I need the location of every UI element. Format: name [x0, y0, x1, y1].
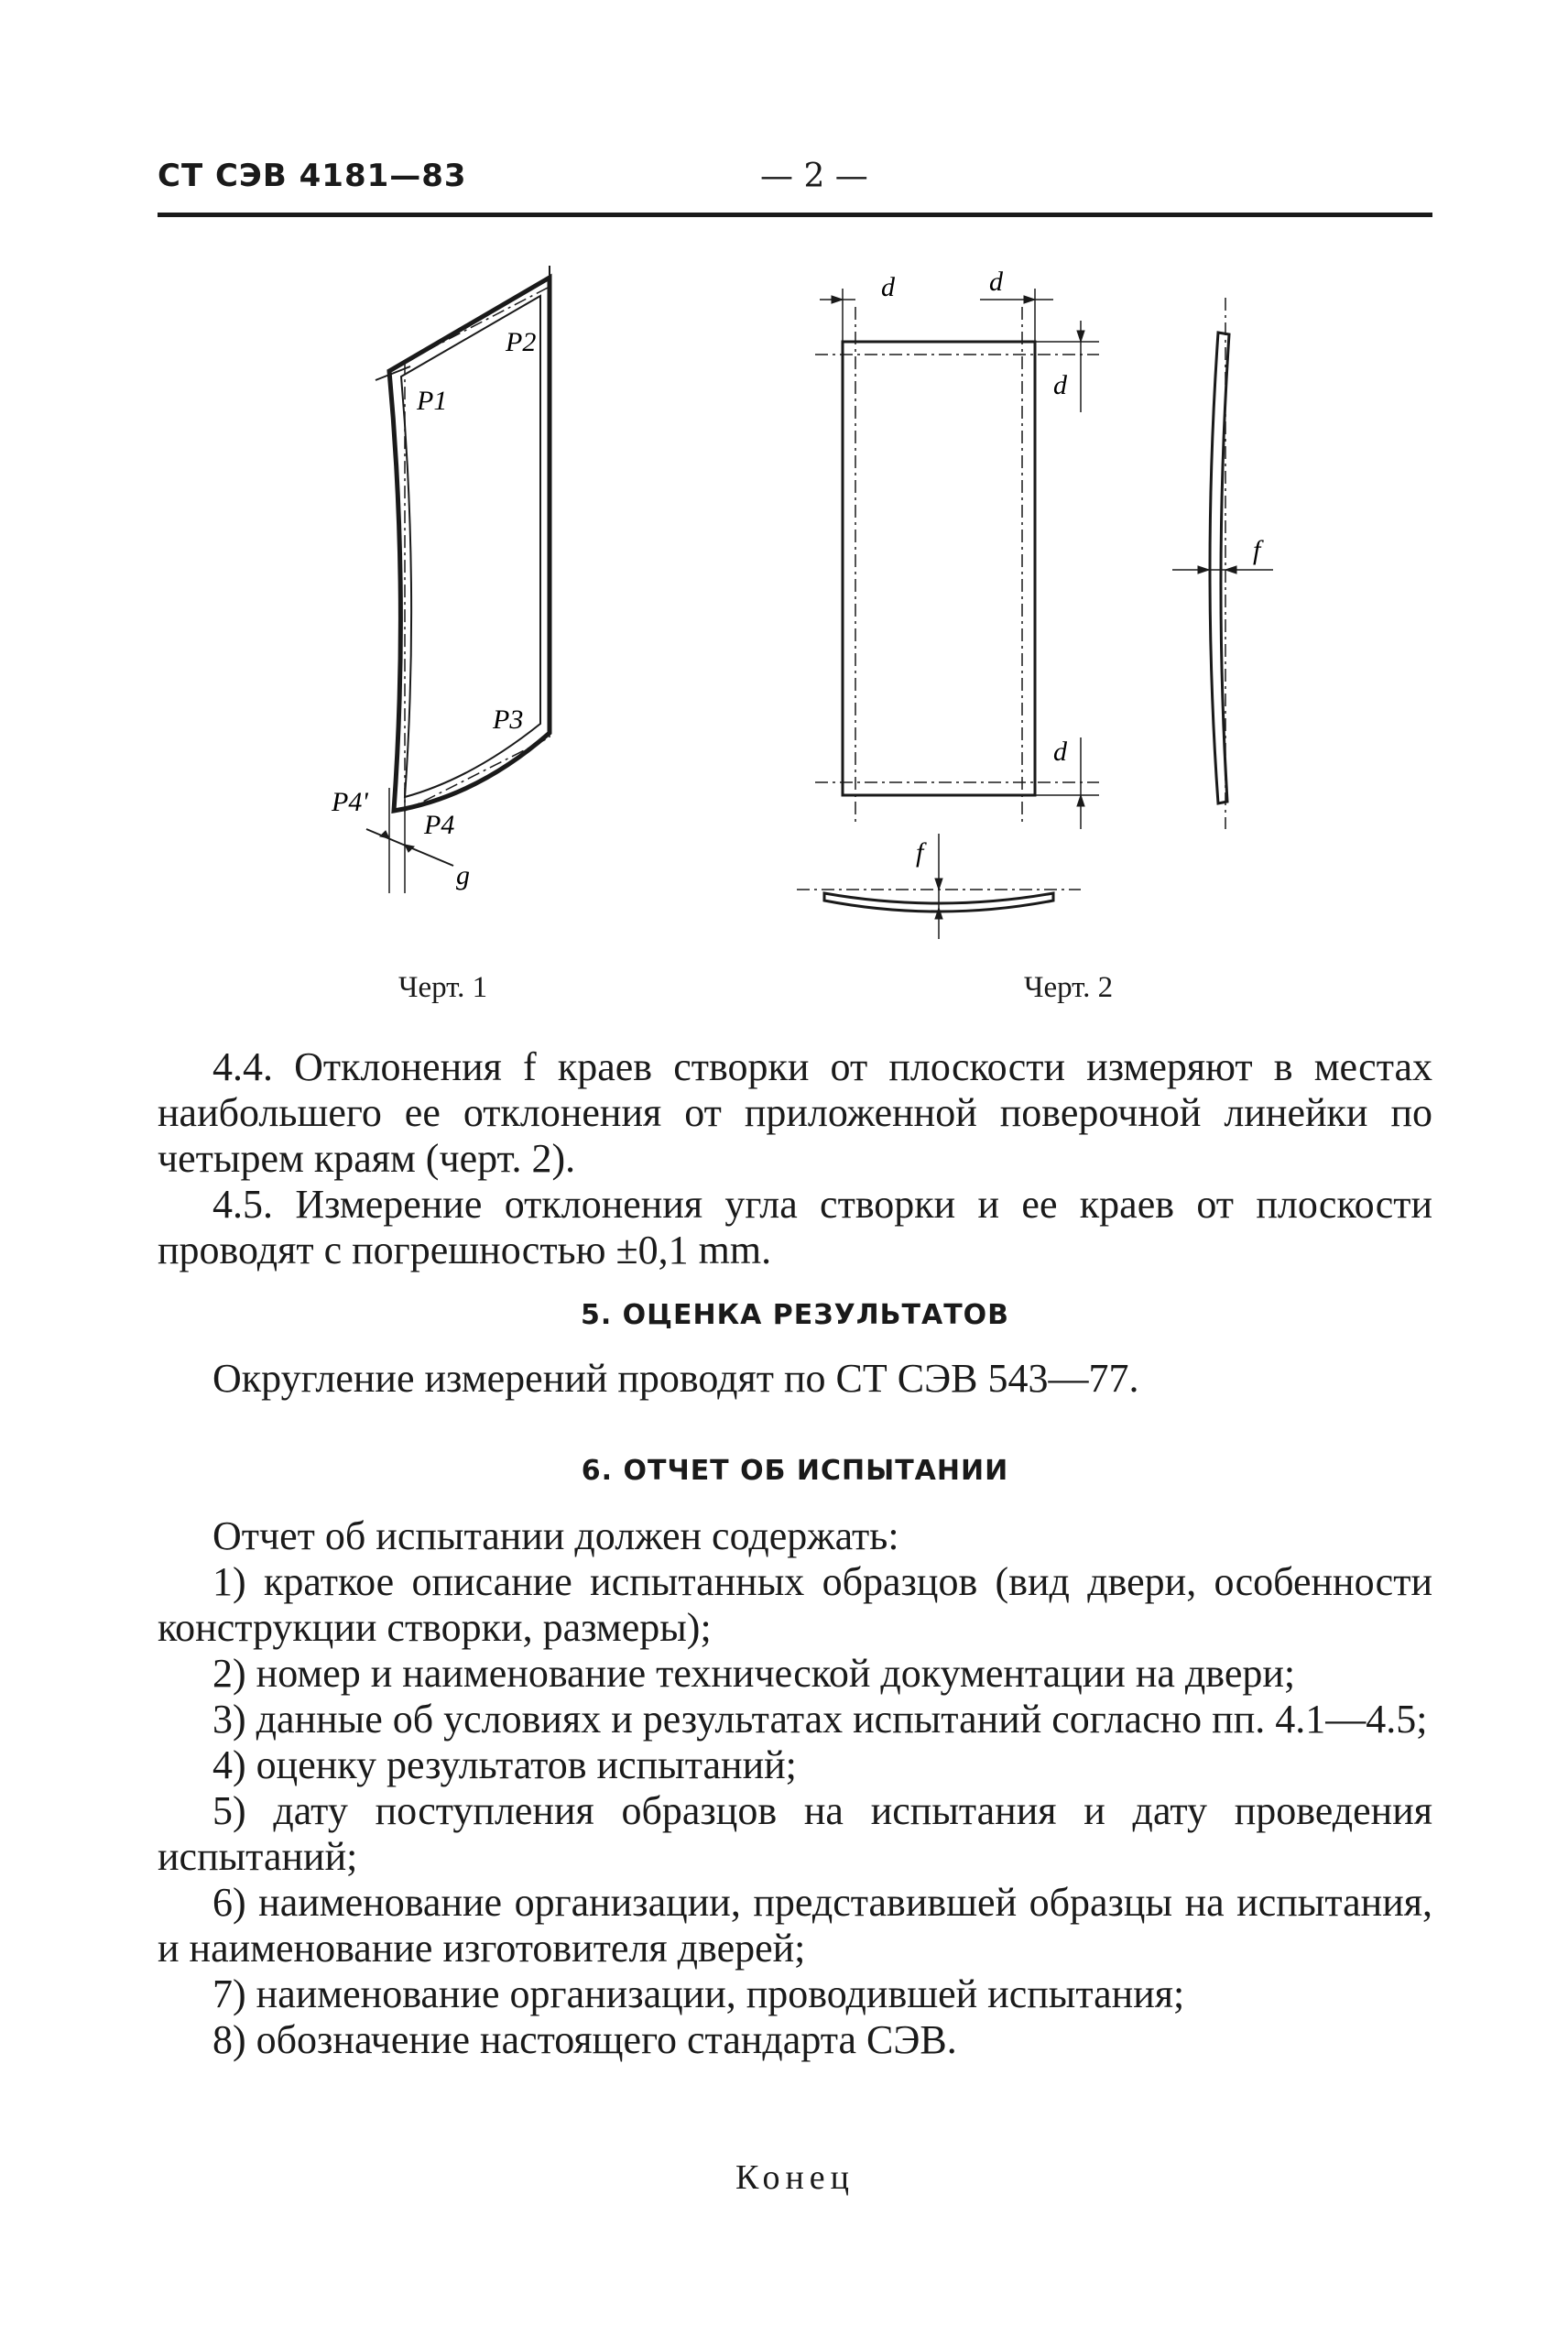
list-item: 1) краткое описание испытанных образцов (вид двери, особенности конструкции створки, размеры);: [158, 1559, 1432, 1650]
figure-2-caption: Черт. 2: [1024, 971, 1114, 1004]
list-item: 8) обозначение настоящего стандарта СЭВ.: [212, 2017, 957, 2062]
end-mark: Конец: [735, 2158, 855, 2197]
label-f-side: f: [1253, 535, 1261, 565]
label-d-right-top: d: [1053, 370, 1067, 400]
drawing-1: [366, 266, 550, 893]
section-6-title: 6. ОТЧЕТ ОБ ИСПЫТАНИИ: [581, 1455, 1009, 1487]
paragraph-5: Округление измерений проводят по СТ СЭВ 543—77.: [212, 1356, 1139, 1401]
list-item: 7) наименование организации, проводившей испытания;: [212, 1971, 1185, 2016]
list-item: 6) наименование организации, представившей образцы на испытания, и наименование изготовителя дверей;: [158, 1880, 1432, 1971]
section-5-title: 5. ОЦЕНКА РЕЗУЛЬТАТОВ: [580, 1299, 1010, 1331]
drawing-2: [797, 289, 1273, 939]
standard-code: СТ СЭВ 4181—83: [158, 158, 467, 194]
list-item: 3) данные об условиях и результатах испытаний согласно пп. 4.1—4.5;: [212, 1697, 1428, 1742]
label-p4: P4: [424, 810, 455, 840]
label-p4-prime: P4': [332, 787, 368, 817]
header-rule: [158, 213, 1432, 217]
report-intro: Отчет об испытании должен содержать:: [212, 1513, 899, 1558]
label-p1: P1: [417, 386, 448, 416]
door-leaf-side-profile: [1210, 333, 1229, 803]
section-4-continued: [158, 1044, 1432, 1273]
reference-plane: [405, 287, 550, 811]
door-leaf-front: [843, 342, 1035, 795]
list-item: 4) оценку результатов испытаний;: [212, 1742, 797, 1787]
page-number: — 2 —: [760, 158, 868, 195]
list-item: 5) дату поступления образцов на испытания и дату проведения испытаний;: [158, 1788, 1432, 1879]
label-p3: P3: [493, 704, 524, 735]
paragraph-4-5: 4.5. Измерение отклонения угла створки и ее краев от плоскости проводят с погрешностью ±0,1 mm.: [158, 1182, 1432, 1272]
technical-drawings: [302, 261, 1319, 957]
section-5-body: [158, 1356, 1432, 1402]
section-6-body: [158, 1513, 1432, 2063]
paragraph-4-4: 4.4. Отклонения f краев створки от плоскости измеряют в местах наибольшего ее отклонения от приложенной поверочной линейки по четырем краям (черт. 2).: [158, 1044, 1432, 1181]
label-d-top-left: d: [881, 272, 895, 302]
label-f-bottom: f: [916, 837, 924, 868]
label-d-top-right: d: [989, 267, 1003, 297]
label-p2: P2: [506, 327, 537, 357]
label-d-right-bottom: d: [1053, 737, 1067, 767]
label-g: g: [456, 860, 470, 890]
list-item: 2) номер и наименование технической документации на двери;: [212, 1651, 1296, 1696]
figure-1-caption: Черт. 1: [398, 971, 488, 1004]
